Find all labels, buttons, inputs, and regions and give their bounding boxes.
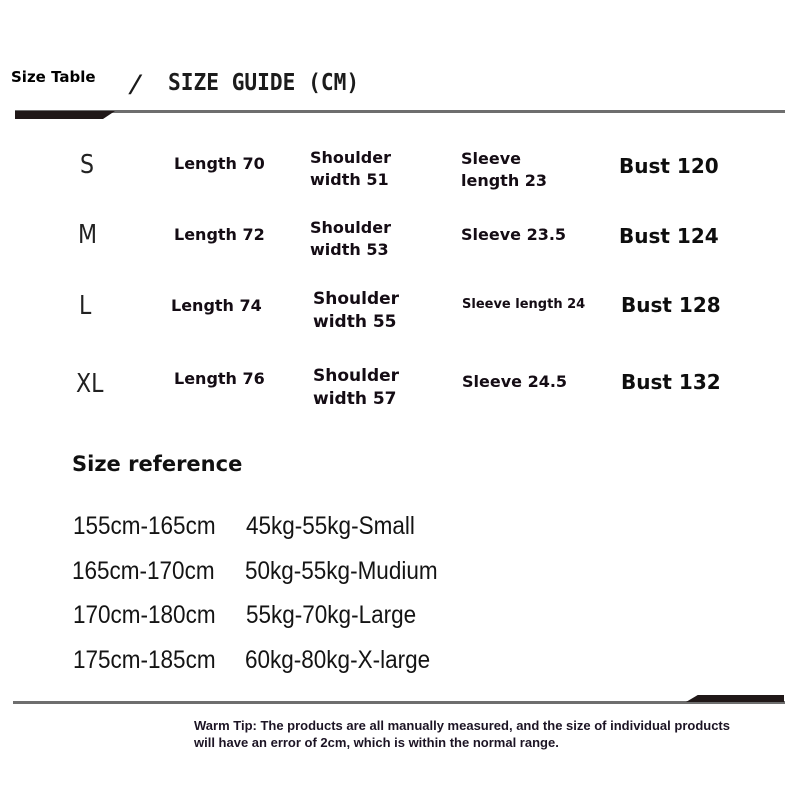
sleeve-value: Sleeve 24.5 bbox=[462, 372, 568, 391]
warm-tip-note bbox=[194, 717, 800, 751]
shoulder-line1: Shoulder bbox=[313, 366, 400, 386]
size-label: S bbox=[80, 150, 95, 180]
reference-weight: 50kg-55kg-Mudium bbox=[245, 557, 438, 585]
shoulder-line1: Shoulder bbox=[310, 218, 391, 237]
sleeve-line1: Sleeve bbox=[461, 149, 521, 168]
sleeve-line2: length 23 bbox=[461, 171, 548, 190]
shoulder-line1: Shoulder bbox=[310, 148, 391, 167]
size-label: XL bbox=[76, 369, 104, 399]
shoulder-line2: width 57 bbox=[313, 389, 397, 409]
sleeve-value: Sleeve length 24 bbox=[462, 297, 586, 312]
length-value: Length 72 bbox=[174, 225, 265, 244]
bust-value: Bust 132 bbox=[621, 370, 721, 394]
top-divider bbox=[15, 110, 785, 113]
bottom-accent-bar bbox=[686, 695, 784, 702]
length-value: Length 76 bbox=[174, 369, 265, 388]
shoulder-value bbox=[310, 147, 391, 191]
bust-value: Bust 124 bbox=[619, 224, 719, 248]
shoulder-value bbox=[313, 288, 399, 334]
reference-height: 165cm-170cm bbox=[72, 557, 215, 585]
shoulder-value bbox=[310, 217, 391, 261]
warm-tip-line2: will have an error of 2cm, which is within the normal range. bbox=[194, 735, 559, 750]
shoulder-line1: Shoulder bbox=[313, 289, 400, 309]
size-reference-title: Size reference bbox=[72, 452, 243, 476]
size-label: L bbox=[79, 291, 92, 321]
length-value: Length 70 bbox=[174, 154, 265, 173]
bust-value: Bust 120 bbox=[619, 154, 719, 178]
shoulder-line2: width 53 bbox=[310, 240, 389, 259]
size-table-label: Size Table bbox=[11, 68, 96, 86]
sleeve-value bbox=[461, 148, 547, 192]
reference-weight: 55kg-70kg-Large bbox=[246, 601, 417, 629]
shoulder-line2: width 55 bbox=[313, 312, 397, 332]
reference-weight: 45kg-55kg-Small bbox=[246, 512, 415, 540]
top-accent-bar bbox=[15, 111, 115, 119]
header-separator: / bbox=[127, 70, 144, 98]
bust-value: Bust 128 bbox=[621, 293, 721, 317]
shoulder-line2: width 51 bbox=[310, 170, 389, 189]
shoulder-value bbox=[313, 365, 399, 411]
reference-height: 175cm-185cm bbox=[73, 646, 216, 674]
reference-height: 170cm-180cm bbox=[73, 601, 216, 629]
page-title: SIZE GUIDE (CM) bbox=[168, 70, 360, 96]
reference-height: 155cm-165cm bbox=[73, 512, 216, 540]
reference-weight: 60kg-80kg-X-large bbox=[245, 646, 431, 674]
bottom-divider bbox=[13, 701, 785, 704]
size-label: M bbox=[78, 220, 98, 250]
sleeve-value: Sleeve 23.5 bbox=[461, 225, 567, 244]
warm-tip-line1: Warm Tip: The products are all manually measured, and the size of individual products bbox=[194, 718, 730, 733]
length-value: Length 74 bbox=[171, 296, 262, 315]
